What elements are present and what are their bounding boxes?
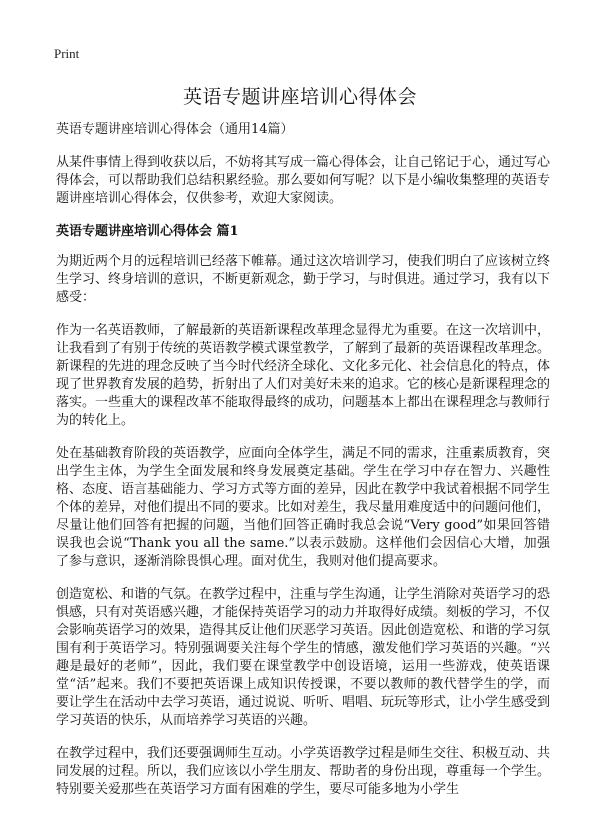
intro-paragraph: 从某件事情上得到收获以后，不妨将其写成一篇心得体会，让自己铭记于心，通过写心得体会，可以帮助我们总结积累经验。那么要如何写呢？以下是小编收集整理的英语专题讲座培训心得体会，仅供参考，欢迎大家阅读。 (56, 155, 551, 206)
body-paragraph: 在教学过程中，我们还要强调师生互动。小学英语教学过程是师生交往、积极互动、共同发展的过程。所以，我们应该以小学生朋友、帮助者的身份出现，尊重每一个学生。特别要关爱那些在英语学习方面有困难的学生，要尽可能多地为小学生 (56, 746, 551, 797)
article-body (56, 121, 550, 814)
page-title: 英语专题讲座培训心得体会 (182, 86, 417, 108)
section-heading: 英语专题讲座培训心得体会 篇1 (56, 224, 239, 239)
body-paragraph: 为期近两个月的远程培训已经落下帷幕。通过这次培训学习，使我们明白了应该树立终生学习、终身培训的意识，不断更新观念，勤于学习，与时俱进。通过学习，我有以下感受： (56, 254, 551, 305)
article-subtitle: 英语专题讲座培训心得体会（通用14篇） (56, 122, 294, 137)
body-paragraph: 作为一名英语教师，了解最新的英语新课程改革理念显得尤为重要。在这一次培训中，让我看到了有别于传统的英语教学模式课堂教学，了解到了最新的英语课程改革理念。新课程的先进的理念反映了当今时代经济全球化、文化多元化、社会信息化的特点，体现了世界教育发展的趋势，折射出了人们对美好未来的追求。它的核心是新课程理念的落实。一些重大的课程改革不能取得最终的成功，问题基本上都出在课程理念与教师行为的转化上。 (56, 323, 551, 428)
print-link[interactable]: Print (54, 46, 80, 61)
body-paragraph: 处在基础教育阶段的英语教学，应面向全体学生，满足不同的需求，注重素质教育，突出学生主体，为学生全面发展和终身发展奠定基础。学生在学习中存在智力、兴趣性格、态度、语言基础能力、学习方式等方面的差异，因此在教学中我试着根据不同学生个体的差异，对他们提出不同的要求。比如对差生，我尽量用难度适中的问题问他们，尽量让他们回答有把握的问题，当他们回答正确时我总会说“Very good”如果回答错误我也会说“Thank you all the same.”以表示鼓励。这样他们会因信心大增，加强了参与意识，逐渐消除畏惧心理。面对优生，我则对他们提高要求。 (56, 446, 551, 569)
body-paragraph: 创造宽松、和谐的气氛。在教学过程中，注重与学生沟通，让学生消除对英语学习的恐惧感，只有对英语感兴趣，才能保持英语学习的动力并取得好成绩。刻板的学习，不仅会影响英语学习的效果，造得其反让他们厌恶学习英语。因此创造宽松、和谐的学习氛围有利于英语学习。特别强调要关注每个学生的情感，激发他们学习英语的兴趣。“兴趣是最好的老师”，因此，我们要在课堂教学中创设语境，运用一些游戏，使英语课堂“活”起来。我们不要把英语课上成知识传授课，不要以教师的教代替学生的学，而要让学生在活动中去学习英语，通过说说、听听、唱唱、玩玩等形式，让小学生感受到学习英语的快乐，从而培养学习英语的兴趣。 (56, 587, 551, 728)
